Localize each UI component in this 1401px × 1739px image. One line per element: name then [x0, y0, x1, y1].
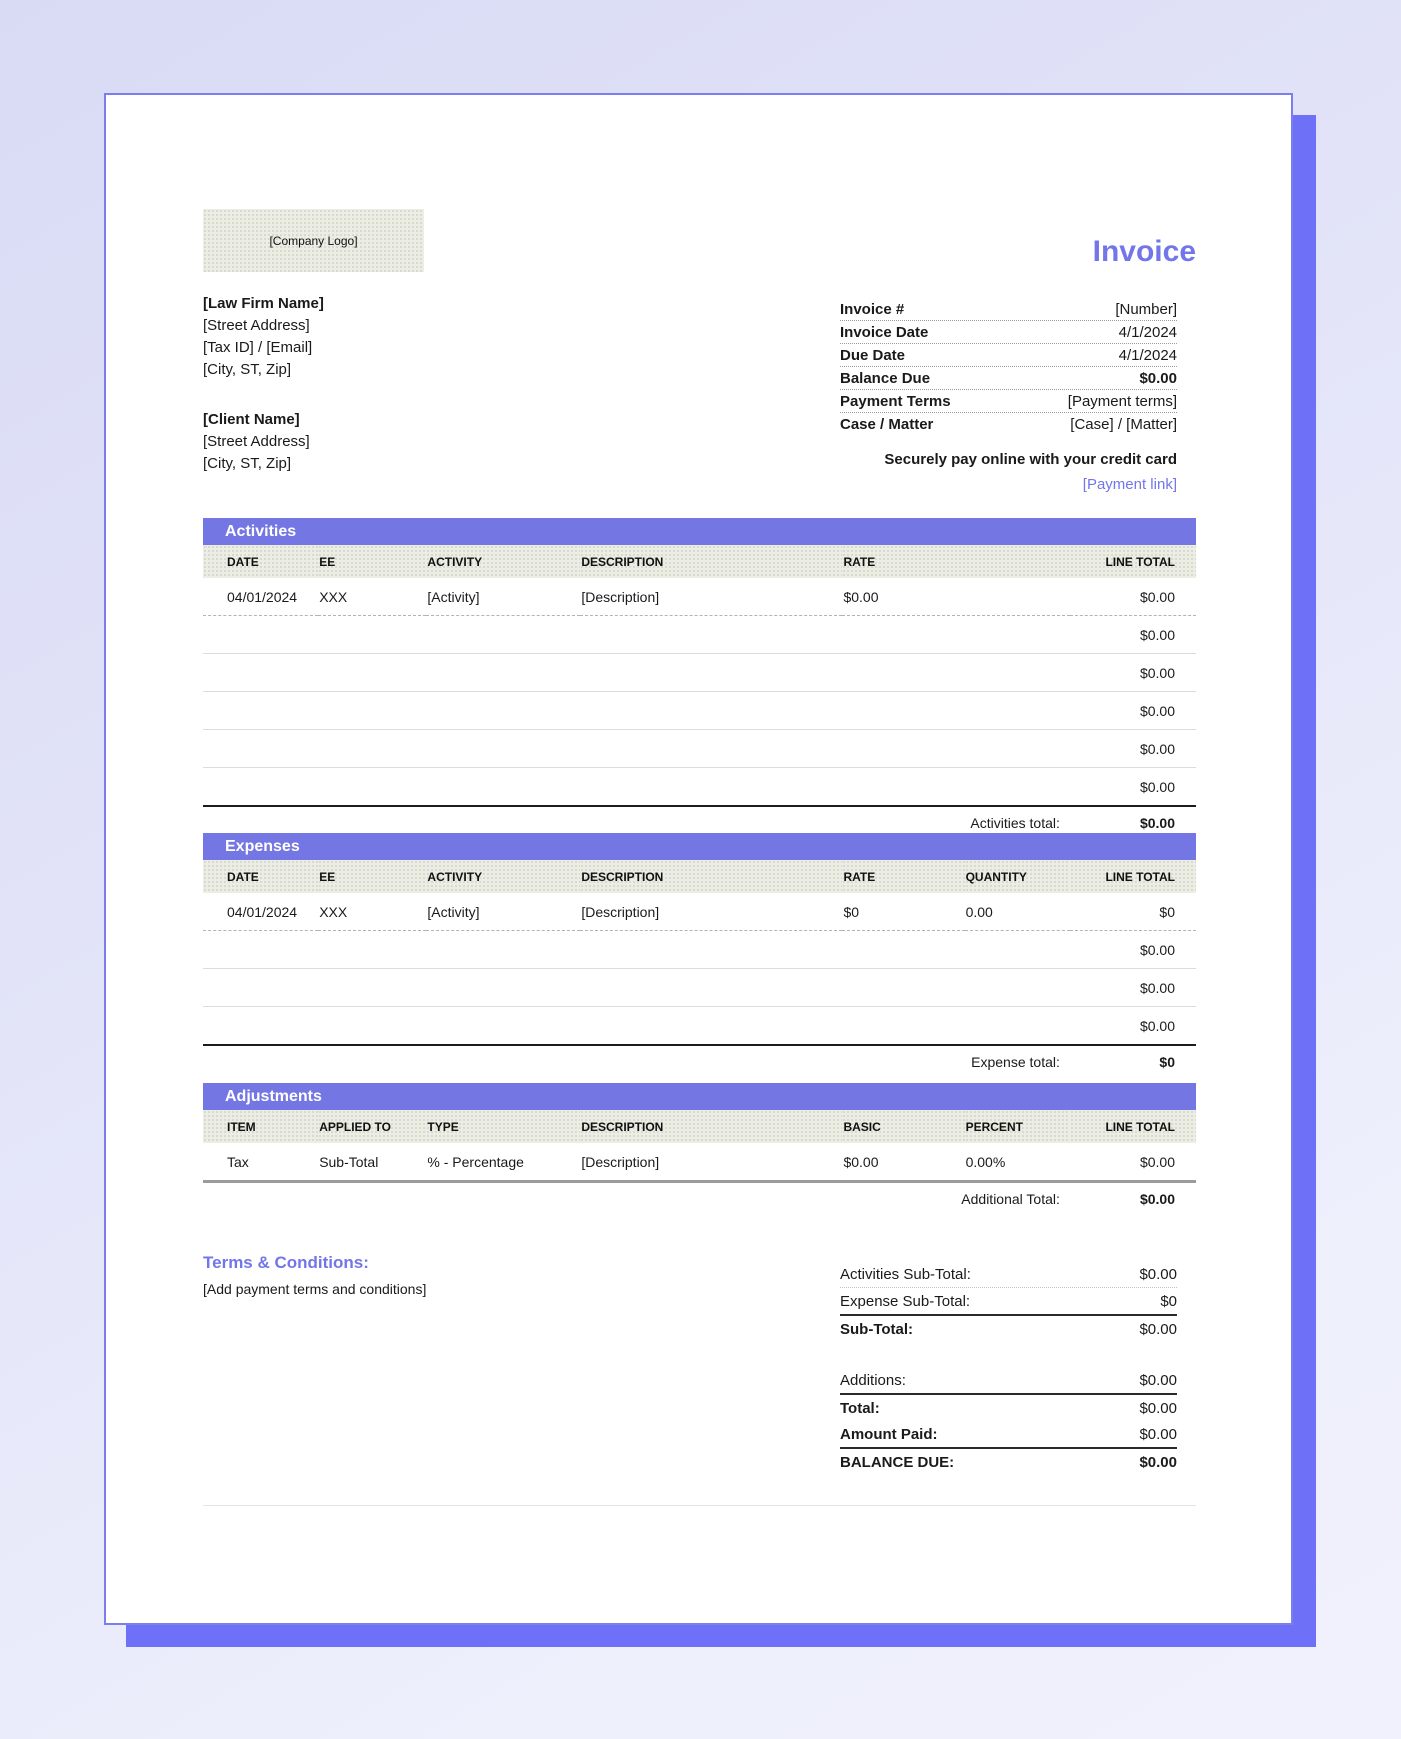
summary-value: $0.00: [1139, 1425, 1177, 1443]
summary-value: $0.00: [1139, 1320, 1177, 1338]
summary-label: Sub-Total:: [840, 1320, 914, 1338]
table-cell: 0.00: [965, 893, 1070, 931]
invoice-meta-table: [840, 298, 1177, 435]
summary-label: Amount Paid:: [840, 1425, 938, 1443]
table-cell: $0.00: [1070, 969, 1196, 1007]
page-title: Invoice: [1092, 235, 1196, 268]
table-cell: [Activity]: [426, 578, 580, 616]
summary-row-balance-due: [840, 1449, 1177, 1475]
column-header: DATE: [203, 545, 318, 578]
table-cell: % - Percentage: [427, 1153, 524, 1170]
table-cell: [Activity]: [426, 893, 580, 931]
client-city-zip: [City, ST, Zip]: [203, 455, 292, 472]
table-cell: $0.00: [843, 1153, 879, 1170]
meta-label: Due Date: [840, 346, 906, 364]
activities-total-label: Activities total:: [970, 815, 1060, 831]
client-name: [Client Name]: [203, 411, 300, 428]
table-cell: $0.00: [1070, 730, 1196, 768]
company-logo-box: [203, 209, 424, 272]
column-header: EE: [318, 860, 426, 893]
meta-row-balance-due: [840, 367, 1177, 390]
column-header: ACTIVITY: [426, 545, 580, 578]
meta-label: Invoice Date: [840, 323, 929, 341]
column-header: DESCRIPTION: [580, 545, 842, 578]
meta-row-due-date: [840, 344, 1177, 367]
activities-table: [203, 545, 1196, 805]
meta-row-payment-terms: [840, 390, 1177, 413]
summary-row-amount-paid: [840, 1421, 1177, 1449]
meta-label: Payment Terms: [840, 392, 951, 410]
expenses-total-row: [203, 1044, 1196, 1078]
table-cell: $0.00: [1139, 1153, 1175, 1170]
expenses-total-value: $0: [1159, 1054, 1175, 1070]
column-header: PERCENT: [965, 1110, 1070, 1143]
table-cell: XXX: [318, 578, 426, 616]
law-firm-tax-email: [Tax ID] / [Email]: [203, 339, 313, 356]
table-cell: XXX: [318, 893, 426, 931]
table-cell: [Description]: [580, 578, 842, 616]
column-header: DATE: [203, 860, 318, 893]
adjustments-header-bar: [203, 1083, 1196, 1110]
table-row: [203, 578, 1196, 616]
secure-pay-text: Securely pay online with your credit card: [884, 451, 1177, 468]
client-address-block: [203, 409, 310, 475]
summary-label: Activities Sub-Total:: [840, 1265, 971, 1283]
column-header: BASIC: [842, 1110, 964, 1143]
adjustments-table: [203, 1110, 1196, 1180]
expenses-total-label: Expense total:: [971, 1054, 1060, 1070]
column-header: DESCRIPTION: [580, 860, 842, 893]
activities-section: [203, 518, 1196, 839]
summary-row-activities-subtotal: [840, 1261, 1177, 1288]
law-firm-city-zip: [City, ST, Zip]: [203, 361, 292, 378]
summary-value: $0.00: [1139, 1453, 1177, 1471]
bottom-divider: [203, 1505, 1196, 1506]
table-cell: 04/01/2024: [203, 893, 318, 931]
expenses-title: Expenses: [225, 838, 300, 855]
summary-row-subtotal: [840, 1316, 1177, 1342]
summary-label: Total:: [840, 1399, 880, 1417]
table-cell: $0: [842, 893, 964, 931]
summary-label: Additions:: [840, 1371, 906, 1389]
table-cell: Tax: [227, 1153, 249, 1170]
summary-row-additions: [840, 1367, 1177, 1395]
expenses-section: [203, 833, 1196, 1078]
column-header: QUANTITY: [965, 860, 1070, 893]
law-firm-address-block: [203, 293, 324, 381]
summary-value: $0.00: [1139, 1399, 1177, 1417]
summary-label: Expense Sub-Total:: [840, 1292, 971, 1310]
meta-value: [Case] / [Matter]: [1070, 415, 1177, 433]
table-cell: $0.00: [842, 578, 1069, 616]
expenses-header-bar: [203, 833, 1196, 860]
summary-row-expense-subtotal: [840, 1288, 1177, 1316]
table-cell: Sub-Total: [319, 1153, 379, 1170]
table-cell: $0.00: [1139, 778, 1175, 795]
payment-link[interactable]: [Payment link]: [1082, 476, 1177, 493]
summary-value: $0.00: [1139, 1265, 1177, 1283]
meta-label: Invoice #: [840, 300, 905, 318]
column-header: TYPE: [426, 1110, 580, 1143]
summary-spacer: [840, 1342, 1177, 1367]
column-header: LINE TOTAL: [1070, 860, 1196, 893]
column-header: ITEM: [203, 1110, 318, 1143]
column-header: LINE TOTAL: [1070, 545, 1196, 578]
table-cell: $0.00: [1070, 692, 1196, 730]
meta-value: 4/1/2024: [1118, 323, 1177, 341]
client-street: [Street Address]: [203, 433, 310, 450]
column-header: RATE: [842, 545, 1069, 578]
summary-row-total: [840, 1395, 1177, 1421]
invoice-page: [104, 93, 1293, 1625]
table-cell: $0.00: [1070, 654, 1196, 692]
meta-value: 4/1/2024: [1118, 346, 1177, 364]
summary-label: BALANCE DUE:: [840, 1453, 955, 1471]
table-row: [203, 893, 1196, 931]
law-firm-street: [Street Address]: [203, 317, 310, 334]
law-firm-name: [Law Firm Name]: [203, 295, 324, 312]
adjustments-title: Adjustments: [225, 1088, 322, 1105]
meta-row-case-matter: [840, 413, 1177, 435]
meta-value: $0.00: [1139, 369, 1177, 387]
table-cell: $0.00: [1070, 616, 1196, 654]
terms-body: [Add payment terms and conditions]: [203, 1281, 427, 1297]
meta-value: [Number]: [1115, 300, 1177, 318]
company-logo-text: [Company Logo]: [269, 233, 358, 248]
activities-column-header-row: [203, 545, 1196, 578]
table-row: [203, 768, 1196, 806]
summary-value: $0.00: [1139, 1371, 1177, 1389]
table-row: [203, 730, 1196, 768]
table-cell: $0.00: [1070, 931, 1196, 969]
table-row: [203, 1007, 1196, 1045]
adjustments-column-header-row: [203, 1110, 1196, 1143]
meta-label: Balance Due: [840, 369, 931, 387]
table-cell: $0.00: [1139, 1017, 1175, 1034]
expenses-table: [203, 860, 1196, 1044]
totals-summary: [840, 1261, 1177, 1475]
table-cell: [Description]: [581, 1153, 660, 1170]
meta-label: Case / Matter: [840, 415, 934, 433]
summary-value: $0: [1160, 1292, 1177, 1310]
terms-and-conditions: [203, 1253, 683, 1297]
column-header: RATE: [842, 860, 964, 893]
adjustments-total-value: $0.00: [1139, 1191, 1175, 1207]
table-row: [203, 692, 1196, 730]
table-row: [203, 969, 1196, 1007]
meta-value: [Payment terms]: [1067, 392, 1177, 410]
table-cell: $0.00: [1070, 578, 1196, 616]
column-header: ACTIVITY: [426, 860, 580, 893]
meta-row-invoice-number: [840, 298, 1177, 321]
table-cell: 0.00%: [965, 1153, 1006, 1170]
activities-total-value: $0.00: [1139, 815, 1175, 831]
adjustments-section: [203, 1083, 1196, 1215]
adjustments-total-label: Additional Total:: [961, 1191, 1060, 1207]
table-row: [203, 654, 1196, 692]
column-header: DESCRIPTION: [580, 1110, 842, 1143]
meta-row-invoice-date: [840, 321, 1177, 344]
activities-title: Activities: [225, 523, 297, 540]
expenses-column-header-row: [203, 860, 1196, 893]
table-row: [203, 616, 1196, 654]
table-cell: 04/01/2024: [203, 578, 318, 616]
activities-header-bar: [203, 518, 1196, 545]
table-row: [203, 931, 1196, 969]
terms-heading: Terms & Conditions:: [203, 1253, 369, 1272]
column-header: EE: [318, 545, 426, 578]
column-header: LINE TOTAL: [1070, 1110, 1196, 1143]
adjustments-total-row: [203, 1180, 1196, 1215]
table-row: [203, 1143, 1196, 1180]
table-cell: $0: [1070, 893, 1196, 931]
table-cell: [Description]: [580, 893, 842, 931]
column-header: APPLIED TO: [318, 1110, 426, 1143]
